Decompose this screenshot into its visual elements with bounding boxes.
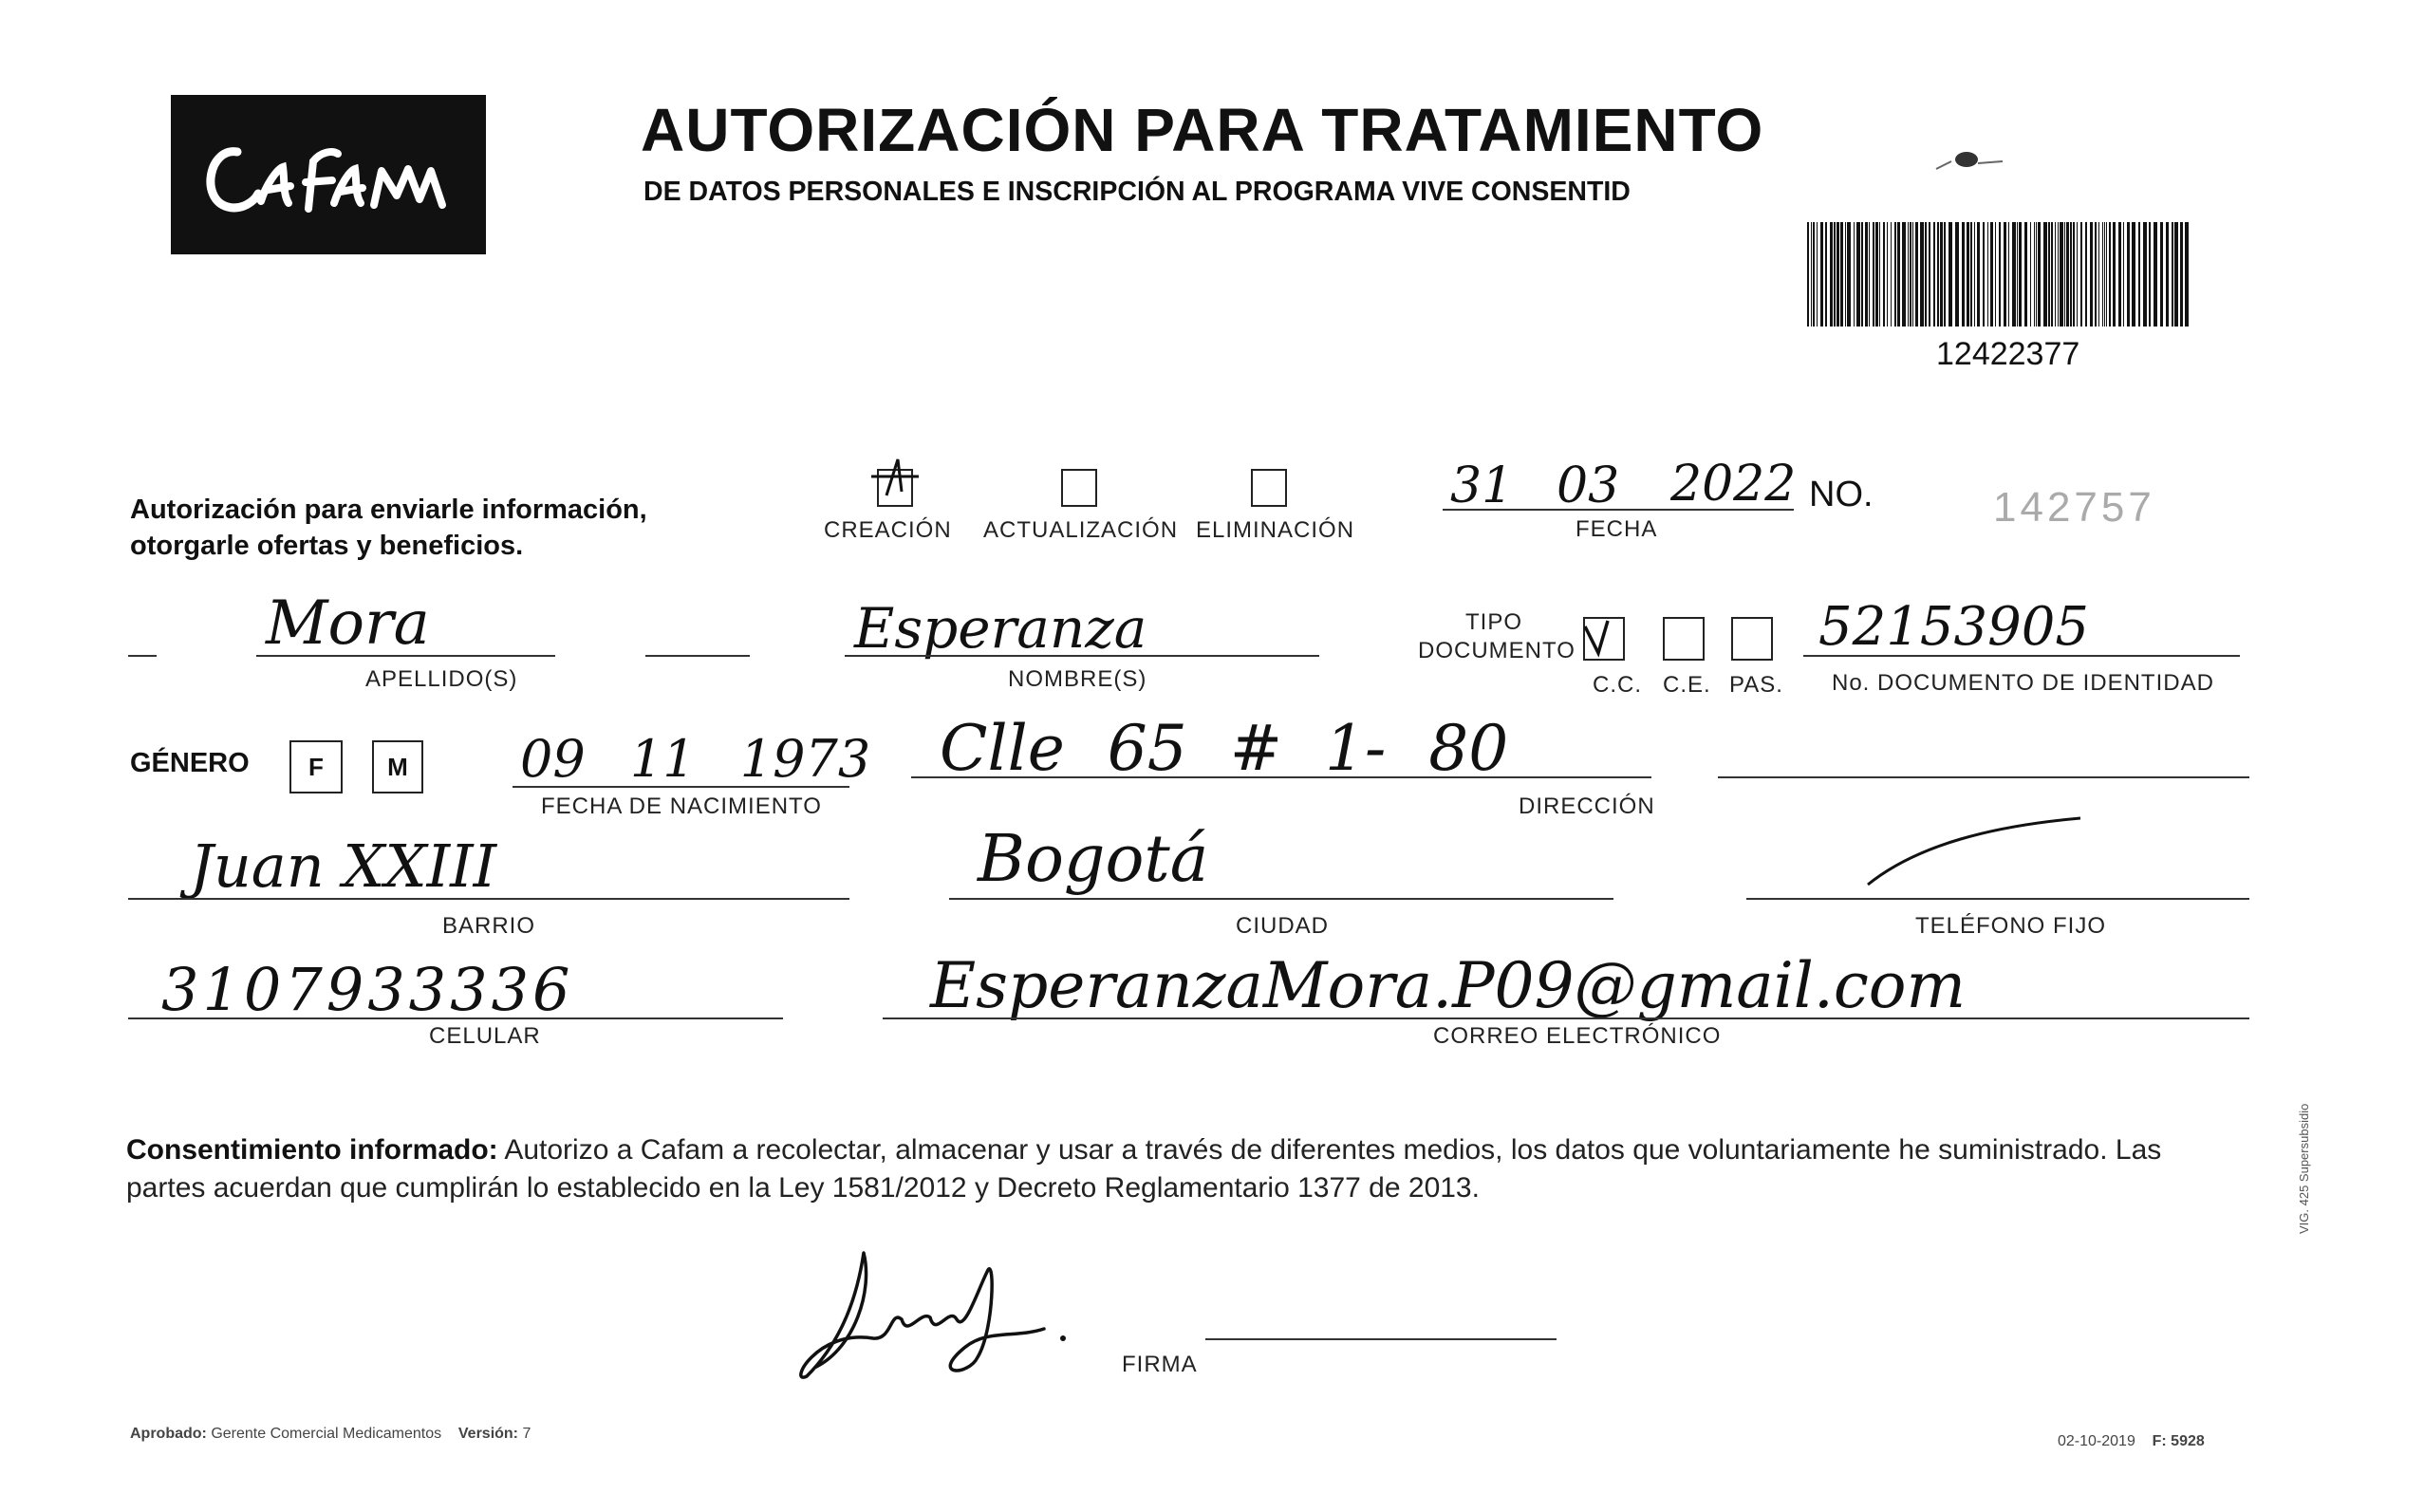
barcode-bar	[2048, 222, 2050, 327]
barcode-bar	[2098, 222, 2099, 327]
barcode-bar	[1983, 222, 1985, 327]
barcode-bar	[2102, 222, 2103, 327]
barcode-bar	[1891, 222, 1892, 327]
barcode-bar	[1879, 222, 1880, 327]
barcode-bar	[1807, 222, 1809, 327]
apellidos-label: APELLIDO(S)	[365, 666, 518, 692]
barcode-bar	[1944, 222, 1946, 327]
nacimiento-line	[513, 786, 849, 788]
barcode	[1807, 222, 2189, 327]
barcode-bar	[1902, 222, 1906, 327]
barcode-bar	[2077, 222, 2078, 327]
barcode-bar	[2073, 222, 2075, 327]
barcode-bar	[1929, 222, 1930, 327]
barcode-bar	[2064, 222, 2065, 327]
consent-heading: Consentimiento informado:	[126, 1134, 498, 1166]
barcode-bar	[2172, 222, 2173, 327]
fecha-line	[1443, 509, 1794, 511]
barcode-bar	[1967, 222, 1969, 327]
eliminacion-label: ELIMINACIÓN	[1196, 517, 1355, 543]
barcode-bar	[2051, 222, 2053, 327]
barcode-bar	[2143, 222, 2147, 327]
tipo-label-2: DOCUMENTO	[1418, 638, 1576, 663]
barcode-bar	[1840, 222, 1843, 327]
barcode-bar	[1940, 222, 1943, 327]
barcode-bar	[1869, 222, 1870, 327]
authorization-text	[130, 492, 647, 564]
barcode-bar	[2055, 222, 2056, 327]
barcode-bar	[2106, 222, 2107, 327]
consent-paragraph	[126, 1131, 2233, 1207]
barcode-bar	[2030, 222, 2031, 327]
aprobado-label: Aprobado:	[130, 1426, 207, 1442]
genero-m-checkbox[interactable]	[372, 740, 423, 793]
fecha-year: 2022	[1670, 456, 1797, 513]
nombres-label: NOMBRE(S)	[1008, 666, 1147, 692]
firma-label: FIRMA	[1122, 1352, 1198, 1377]
celular-label: CELULAR	[429, 1023, 541, 1049]
aprobado-value: Gerente Comercial Medicamentos	[211, 1426, 442, 1442]
telefono-line	[1746, 898, 2249, 900]
barcode-bar	[2038, 222, 2041, 327]
barcode-bar	[1912, 222, 1913, 327]
barcode-bar	[1897, 222, 1900, 327]
barcode-bar	[1820, 222, 1823, 327]
barcode-bar	[1883, 222, 1885, 327]
footer-approved	[130, 1426, 531, 1443]
barcode-bar	[1887, 222, 1888, 327]
barcode-bar	[2085, 222, 2087, 327]
apellidos-line-right	[645, 655, 750, 657]
barcode-bar	[2109, 222, 2111, 327]
fecha-label: FECHA	[1576, 516, 1658, 542]
barcode-bar	[1847, 222, 1851, 327]
date-code: 02-10-2019	[2058, 1433, 2135, 1449]
creacion-label: CREACIÓN	[824, 517, 952, 543]
stamp-mark	[1917, 142, 2012, 180]
barcode-bar	[2138, 222, 2140, 327]
vertical-legend: VIG. 425 Supersubsidio	[2297, 1103, 2311, 1234]
barrio-line	[128, 898, 849, 900]
barcode-bar	[2024, 222, 2027, 327]
barcode-bar	[2154, 222, 2157, 327]
tipo-ce-label: C.E.	[1663, 672, 1711, 698]
fecha-day: 31	[1450, 457, 1514, 514]
barcode-bar	[1995, 222, 1996, 327]
barcode-bar	[1970, 222, 1972, 327]
documento-line	[1803, 655, 2240, 657]
barcode-bar	[1977, 222, 1980, 327]
signature-image	[778, 1234, 1120, 1395]
barcode-bar	[2019, 222, 2022, 327]
correo-value[interactable]: EsperanzaMora.P09@gmail.com	[930, 949, 1967, 1022]
barcode-bar	[2127, 222, 2130, 327]
barcode-bar	[2017, 222, 2018, 327]
telefono-strike	[1860, 807, 2088, 892]
barcode-bar	[1813, 222, 1815, 327]
ciudad-line	[949, 898, 1613, 900]
genero-m-text: M	[387, 753, 408, 781]
barcode-bar	[2012, 222, 2016, 327]
barcode-bar	[2034, 222, 2035, 327]
barcode-bar	[1937, 222, 1939, 327]
barcode-bar	[2118, 222, 2121, 327]
creacion-checkbox[interactable]	[877, 469, 913, 507]
barcode-bar	[1987, 222, 1988, 327]
barcode-bar	[2060, 222, 2063, 327]
barcode-bar	[2113, 222, 2116, 327]
nacimiento-label: FECHA DE NACIMIENTO	[541, 793, 822, 819]
barcode-bar	[2174, 222, 2178, 327]
barcode-bar	[1894, 222, 1896, 327]
celular-line	[128, 1017, 783, 1019]
nacimiento-value[interactable]: 09 11 1973	[520, 729, 871, 789]
barcode-bar	[1830, 222, 1833, 327]
documento-label: No. DOCUMENTO DE IDENTIDAD	[1832, 670, 2214, 696]
nombres-line	[845, 655, 1319, 657]
barcode-bar	[1817, 222, 1818, 327]
direccion-label: DIRECCIÓN	[1519, 793, 1655, 819]
barcode-bar	[1811, 222, 1812, 327]
barcode-bar	[2123, 222, 2124, 327]
correo-line	[883, 1017, 2249, 1019]
consent-text: Autorizo a Cafam a recolectar, almacenar y usar a través de diferentes medios, los datos que voluntariamente he suministrado. Las partes acuerdan que cumplirán lo establecido en la Ley 1581/2012 y Decreto Reglamentario 1377 de 2013.	[126, 1134, 2162, 1204]
barcode-bar	[1856, 222, 1860, 327]
eliminacion-checkbox[interactable]	[1251, 469, 1287, 507]
barcode-bar	[2058, 222, 2059, 327]
barcode-bar	[2132, 222, 2135, 327]
fecha-month: 03	[1557, 457, 1620, 514]
ciudad-value[interactable]: Bogotá	[978, 822, 1209, 897]
barcode-bar	[1910, 222, 1911, 327]
direccion-line-right	[1718, 776, 2249, 778]
genero-label: GÉNERO	[130, 748, 250, 778]
actualizacion-label: ACTUALIZACIÓN	[983, 517, 1179, 543]
barcode-bar	[2160, 222, 2163, 327]
version-value: 7	[522, 1426, 531, 1442]
barcode-number: 12422377	[1936, 336, 2080, 372]
apellidos-line	[256, 655, 555, 657]
barcode-bar	[2036, 222, 2037, 327]
barcode-bar	[1933, 222, 1935, 327]
barcode-bar	[1834, 222, 1836, 327]
barcode-bar	[2095, 222, 2097, 327]
barcode-bar	[2166, 222, 2169, 327]
barcode-bar	[1837, 222, 1839, 327]
barcode-bar	[2090, 222, 2093, 327]
genero-f-text: F	[308, 753, 324, 781]
correo-label: CORREO ELECTRÓNICO	[1433, 1023, 1722, 1049]
barcode-bar	[2185, 222, 2189, 327]
barcode-bar	[1908, 222, 1909, 327]
form-code: F: 5928	[2152, 1433, 2205, 1449]
page-subtitle: DE DATOS PERSONALES E INSCRIPCIÓN AL PROGRAMA VIVE CONSENTID	[643, 177, 1631, 207]
authorization-line-2: otorgarle ofertas y beneficios.	[130, 531, 524, 561]
page-title: AUTORIZACIÓN PARA TRATAMIENTO	[641, 96, 1764, 164]
ciudad-label: CIUDAD	[1236, 913, 1330, 939]
barcode-bar	[2080, 222, 2082, 327]
barcode-bar	[1845, 222, 1846, 327]
barcode-bar	[1854, 222, 1855, 327]
barrio-label: BARRIO	[442, 913, 536, 939]
barcode-bar	[1920, 222, 1924, 327]
barcode-bar	[2070, 222, 2072, 327]
tipo-cc-checkbox[interactable]	[1583, 617, 1625, 661]
cafam-logo	[171, 95, 486, 254]
cafam-logo-mark	[171, 95, 486, 254]
authorization-line-1: Autorización para enviarle información,	[130, 495, 647, 525]
barcode-bar	[1825, 222, 1827, 327]
barcode-bar	[1861, 222, 1863, 327]
barcode-bar	[1925, 222, 1927, 327]
nombres-value[interactable]: Esperanza	[854, 596, 1147, 661]
barcode-bar	[2066, 222, 2069, 327]
tipo-ce-checkbox[interactable]	[1663, 617, 1705, 661]
barcode-bar	[1865, 222, 1868, 327]
no-label: NO.	[1809, 475, 1874, 514]
documento-value[interactable]: 52153905	[1818, 596, 2090, 658]
genero-f-checkbox[interactable]	[289, 740, 343, 793]
barcode-bar	[1915, 222, 1918, 327]
barcode-bar	[1873, 222, 1874, 327]
direccion-line	[911, 776, 1651, 778]
check-mark-icon	[1579, 615, 1623, 659]
barcode-bar	[2043, 222, 2047, 327]
celular-value[interactable]: 3107933336	[161, 955, 574, 1024]
barcode-bar	[1990, 222, 1993, 327]
barcode-bar	[2004, 222, 2006, 327]
actualizacion-checkbox[interactable]	[1061, 469, 1097, 507]
tipo-cc-label: C.C.	[1593, 672, 1642, 698]
telefono-label: TELÉFONO FIJO	[1915, 913, 2107, 939]
barcode-bar	[2104, 222, 2105, 327]
barcode-bar	[1949, 222, 1952, 327]
barrio-value[interactable]: Juan XXIII	[190, 831, 497, 901]
tipo-pas-checkbox[interactable]	[1731, 617, 1773, 661]
direccion-value[interactable]: Clle 65 # 1- 80	[940, 712, 1509, 785]
check-mark-icon	[866, 454, 923, 501]
barcode-bar	[1955, 222, 1959, 327]
no-value: 142757	[1993, 484, 2155, 531]
barcode-bar	[2149, 222, 2151, 327]
tipo-pas-label: PAS.	[1729, 672, 1783, 698]
barcode-bar	[1962, 222, 1965, 327]
barcode-bar	[2180, 222, 2183, 327]
barcode-bar	[2008, 222, 2009, 327]
footer-codes	[2058, 1433, 2205, 1450]
barcode-bar	[1999, 222, 2001, 327]
apellidos-line-left	[128, 655, 157, 657]
barcode-bar	[1974, 222, 1975, 327]
firma-line	[1205, 1338, 1557, 1340]
version-label: Versión:	[457, 1426, 519, 1442]
apellidos-value[interactable]: Mora	[266, 588, 430, 659]
barcode-bar	[1875, 222, 1878, 327]
tipo-label-1: TIPO	[1465, 609, 1523, 635]
